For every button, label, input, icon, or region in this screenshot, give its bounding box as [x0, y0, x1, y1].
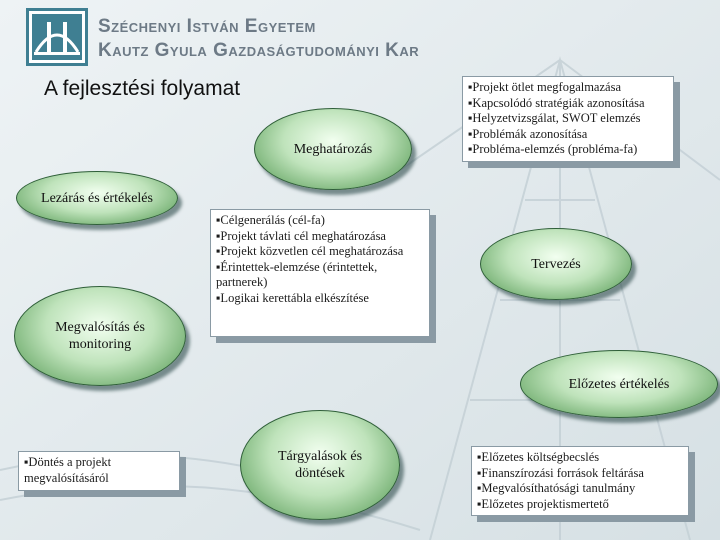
- list-item: ▪Finanszírozási források feltárása: [477, 465, 644, 480]
- page-title: A fejlesztési folyamat: [44, 77, 241, 100]
- list-item: ▪Projekt közvetlen cél meghatározása: [216, 244, 404, 258]
- list-item: ▪Logikai kerettábla elkészítése: [216, 290, 369, 305]
- list-item: ▪Előzetes projektismertető: [477, 496, 609, 511]
- list-item: ▪Előzetes költségbecslés: [477, 450, 600, 464]
- stage-meghatarozas: Meghatározás: [254, 108, 412, 190]
- list-item: ▪Döntés a projekt megvalósításáról: [24, 455, 112, 485]
- stage-lezaras: Lezárás és értékelés: [16, 171, 178, 225]
- list-item: ▪Problémák azonosítása: [468, 126, 588, 141]
- box-projekt-otlet: [462, 76, 674, 162]
- list-item: ▪Projekt ötlet megfogalmazása: [468, 80, 621, 94]
- box-elozetes-koltseg: [471, 446, 689, 516]
- list-item: ▪Érintettek-elemzése (érintettek, partnerek): [216, 259, 378, 289]
- list-item: ▪Probléma-elemzés (probléma-fa): [468, 142, 638, 156]
- box-dontes: [18, 451, 180, 491]
- list-item: ▪Célgenerálás (cél-fa): [216, 213, 325, 227]
- list-item: ▪Projekt távlati cél meghatározása: [216, 228, 386, 243]
- university-name: Széchenyi István Egyetem: [98, 16, 316, 37]
- stage-tervezes: Tervezés: [480, 228, 632, 300]
- stage-elozetes: Előzetes értékelés: [520, 350, 718, 418]
- list-item: ▪Kapcsolódó stratégiák azonosítása: [468, 95, 645, 110]
- list-item: ▪Helyzetvizsgálat, SWOT elemzés: [468, 111, 641, 125]
- box-celgeneralas: [210, 209, 430, 337]
- stage-targyalasok: Tárgyalások és döntések: [240, 410, 400, 520]
- stage-megvalositas: Megvalósítás és monitoring: [14, 286, 186, 386]
- faculty-name: Kautz Gyula Gazdaságtudományi Kar: [98, 40, 420, 61]
- list-item: ▪Megvalósíthatósági tanulmány: [477, 481, 636, 495]
- bridge-logo-icon: [26, 8, 88, 66]
